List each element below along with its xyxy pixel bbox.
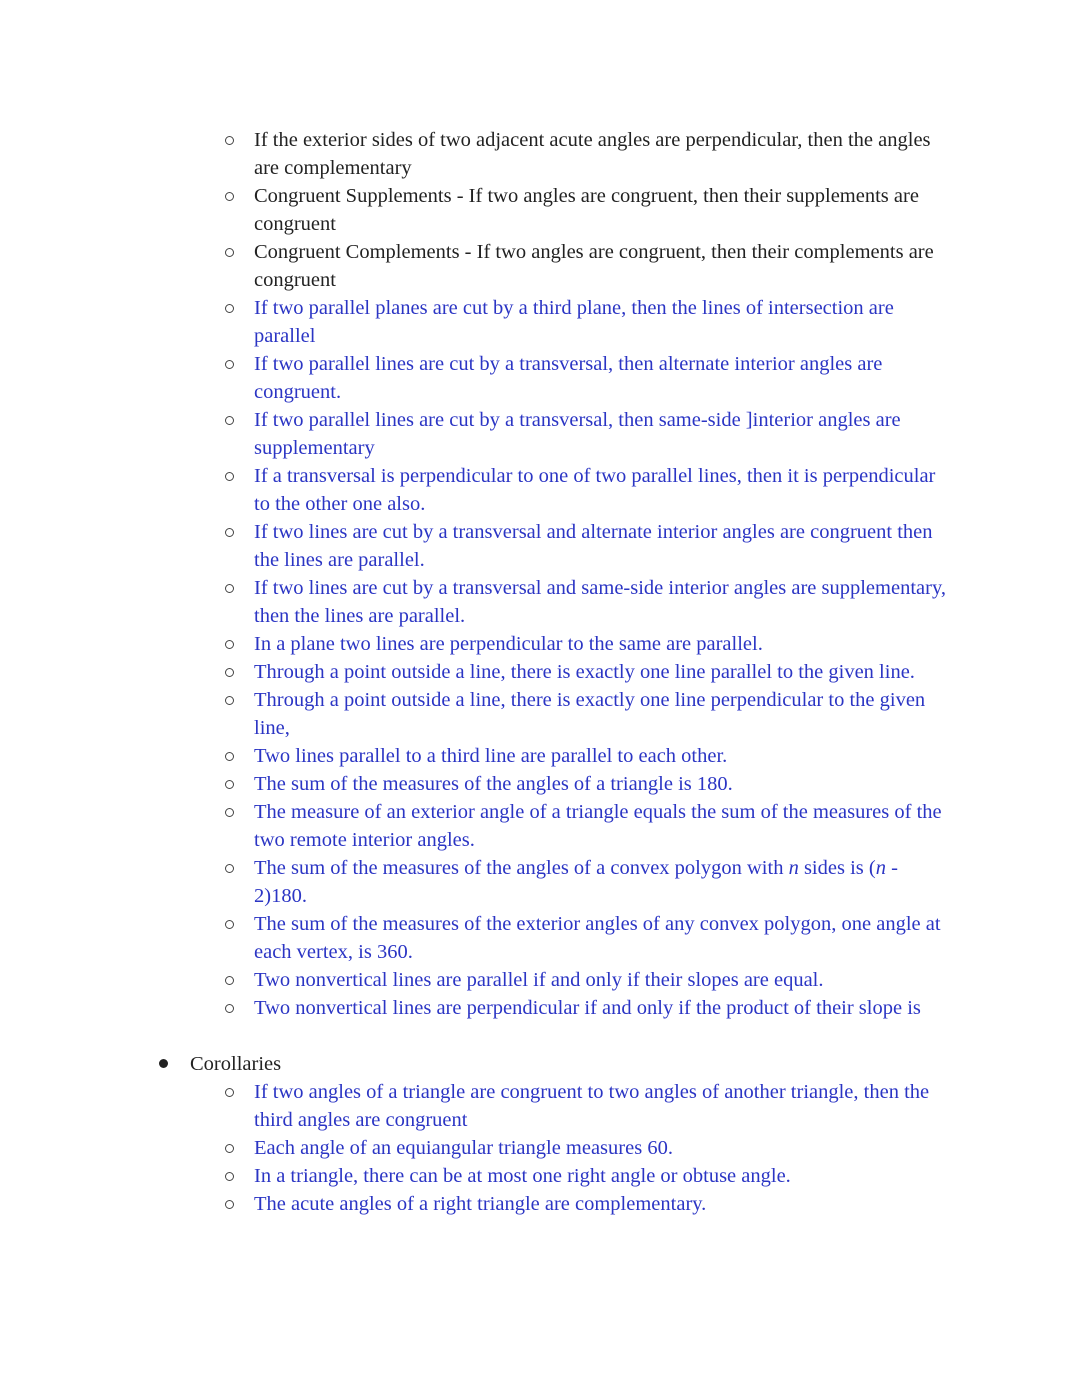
polygon-sum-text: The sum of the measures of the angles of a convex polygon with bbox=[254, 857, 784, 879]
corollaries-section bbox=[0, 1050, 1080, 1078]
list-item: If the exterior sides of two adjacent acute angles are perpendicular, then the angles are complementary bbox=[254, 126, 954, 182]
theorem-list bbox=[0, 126, 954, 1022]
list-item: Two lines parallel to a third line are parallel to each other. bbox=[254, 742, 954, 770]
list-item: If two parallel planes are cut by a third plane, then the lines of intersection are parallel bbox=[254, 294, 954, 350]
list-item: In a triangle, there can be at most one right angle or obtuse angle. bbox=[254, 1162, 954, 1190]
list-item: Through a point outside a line, there is exactly one line perpendicular to the given line, bbox=[254, 686, 954, 742]
document-page bbox=[0, 126, 1080, 1218]
list-item: The acute angles of a right triangle are complementary. bbox=[254, 1190, 954, 1218]
list-item: Two nonvertical lines are perpendicular if and only if the product of their slope is bbox=[254, 994, 954, 1022]
list-item: The measure of an exterior angle of a triangle equals the sum of the measures of the two remote interior angles. bbox=[254, 798, 954, 854]
list-item: If a transversal is perpendicular to one of two parallel lines, then it is perpendicular to the other one also. bbox=[254, 462, 954, 518]
polygon-sum-text: sides is ( bbox=[803, 857, 876, 879]
corollaries-heading: Corollaries bbox=[190, 1053, 282, 1075]
list-item: Through a point outside a line, there is exactly one line parallel to the given line. bbox=[254, 658, 954, 686]
corollary-list bbox=[0, 1078, 954, 1218]
list-item: The sum of the measures of the exterior angles of any convex polygon, one angle at each vertex, is 360. bbox=[254, 910, 954, 966]
polygon-sum-variable: n bbox=[875, 857, 886, 879]
list-item: If two lines are cut by a transversal and same-side interior angles are supplementary, then the lines are parallel. bbox=[254, 574, 954, 630]
bullet-icon bbox=[159, 1059, 168, 1068]
list-item bbox=[254, 854, 954, 910]
list-item: The sum of the measures of the angles of a triangle is 180. bbox=[254, 770, 954, 798]
list-item: Congruent Supplements - If two angles are congruent, then their supplements are congruent bbox=[254, 182, 954, 238]
list-item: Congruent Complements - If two angles are congruent, then their complements are congruent bbox=[254, 238, 954, 294]
list-item: Each angle of an equiangular triangle measures 60. bbox=[254, 1134, 954, 1162]
list-item: Two nonvertical lines are parallel if and only if their slopes are equal. bbox=[254, 966, 954, 994]
list-item: If two parallel lines are cut by a transversal, then alternate interior angles are congruent. bbox=[254, 350, 954, 406]
list-item: If two parallel lines are cut by a transversal, then same-side ]interior angles are supplementary bbox=[254, 406, 954, 462]
list-item: If two lines are cut by a transversal and alternate interior angles are congruent then the lines are parallel. bbox=[254, 518, 954, 574]
list-item: In a plane two lines are perpendicular to the same are parallel. bbox=[254, 630, 954, 658]
polygon-sum-text: - 2)180. bbox=[254, 857, 898, 907]
polygon-sum-variable: n bbox=[788, 857, 799, 879]
list-item: If two angles of a triangle are congruent to two angles of another triangle, then the third angles are congruent bbox=[254, 1078, 954, 1134]
